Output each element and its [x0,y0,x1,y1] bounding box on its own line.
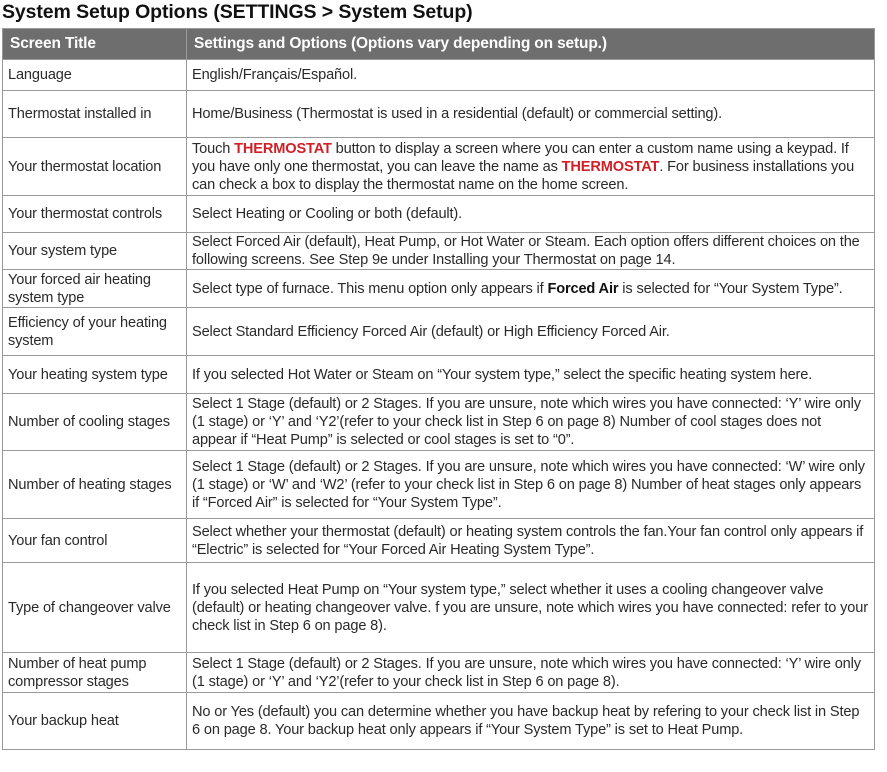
row-title: Your system type [3,233,187,270]
table-row [3,91,875,138]
row-title: Your forced air heating system type [3,270,187,308]
row-title: Your backup heat [3,693,187,750]
header-settings: Settings and Options (Options vary depending on setup.) [187,29,875,60]
table-row [3,519,875,563]
row-setting: Select 1 Stage (default) or 2 Stages. If you are unsure, note which wires you have connected: ‘W’ wire only (1 stage) or ‘W’ and ‘W2’ (refer to your check list in Step 6 on page 8) Number of heat stages only appears if “Forced Air” is selected for “Your System Type”. [187,451,875,519]
table-row [3,563,875,653]
table-row [3,308,875,356]
row-setting: Select 1 Stage (default) or 2 Stages. If you are unsure, note which wires you have connected: ‘Y’ wire only (1 stage) or ‘Y’ and ‘Y2’(refer to your check list in Step 6 on page 8). [187,653,875,693]
setting-text: is selected for “Your System Type”. [618,280,843,297]
table-row [3,233,875,270]
table-row [3,653,875,693]
row-title: Your heating system type [3,356,187,394]
row-setting: English/Français/Español. [187,60,875,91]
table-row [3,693,875,750]
row-title: Language [3,60,187,91]
thermostat-name-label: THERMOSTAT [561,158,660,175]
row-setting: Select 1 Stage (default) or 2 Stages. If you are unsure, note which wires you have connected: ‘Y’ wire only (1 stage) or ‘Y’ and ‘Y2’(refer to your check list in Step 6 on page 8) Number of cool stages does not appear if “Heat Pump” is selected or cool stages is set to “0”. [187,394,875,451]
row-title: Number of heat pump compressor stages [3,653,187,693]
setting-text: Select type of furnace. This menu option only appears if [192,280,548,297]
table-row [3,356,875,394]
row-setting: If you selected Hot Water or Steam on “Your system type,” select the specific heating system here. [187,356,875,394]
system-setup-table [2,28,875,750]
row-setting: Select Forced Air (default), Heat Pump, or Hot Water or Steam. Each option offers different choices on the following screens. See Step 9e under Installing your Thermostat on page 14. [187,233,875,270]
setting-text: Touch [192,140,235,157]
row-setting [187,138,875,196]
header-screen-title: Screen Title [3,29,187,60]
thermostat-button-label: THERMOSTAT [234,140,332,157]
row-setting: If you selected Heat Pump on “Your system type,” select whether it uses a cooling changeover valve (default) or heating changeover valve. f you are unsure, note which wires you have connected: refer to your check list in Step 6 on page 8). [187,563,875,653]
setting-text: . For business installations you can check a box to display the thermostat name on the home screen. [192,158,855,193]
row-setting: Select Heating or Cooling or both (default). [187,196,875,233]
row-title: Thermostat installed in [3,91,187,138]
row-setting [187,270,875,308]
table-row [3,60,875,91]
table-row [3,451,875,519]
table-row [3,138,875,196]
row-title: Your thermostat location [3,138,187,196]
page-title: System Setup Options (SETTINGS > System Setup) [2,1,473,23]
setting-text: button to display a screen where you can enter a custom name using a keypad. If you have only one thermostat, you can leave the name as [192,140,849,175]
row-title: Number of heating stages [3,451,187,519]
row-setting: Select whether your thermostat (default) or heating system controls the fan.Your fan control only appears if “Electric” is selected for “Your Forced Air Heating System Type”. [187,519,875,563]
row-setting: Select Standard Efficiency Forced Air (default) or High Efficiency Forced Air. [187,308,875,356]
table-row [3,394,875,451]
row-title: Type of changeover valve [3,563,187,653]
row-title: Your thermostat controls [3,196,187,233]
row-title: Your fan control [3,519,187,563]
row-title: Efficiency of your heating system [3,308,187,356]
row-setting: Home/Business (Thermostat is used in a residential (default) or commercial setting). [187,91,875,138]
table-header-row [3,29,875,60]
table-row [3,196,875,233]
table-row [3,270,875,308]
row-setting: No or Yes (default) you can determine whether you have backup heat by refering to your check list in Step 6 on page 8. Your backup heat only appears if “Your System Type” is set to Heat Pump. [187,693,875,750]
row-title: Number of cooling stages [3,394,187,451]
forced-air-label: Forced Air [547,280,619,297]
